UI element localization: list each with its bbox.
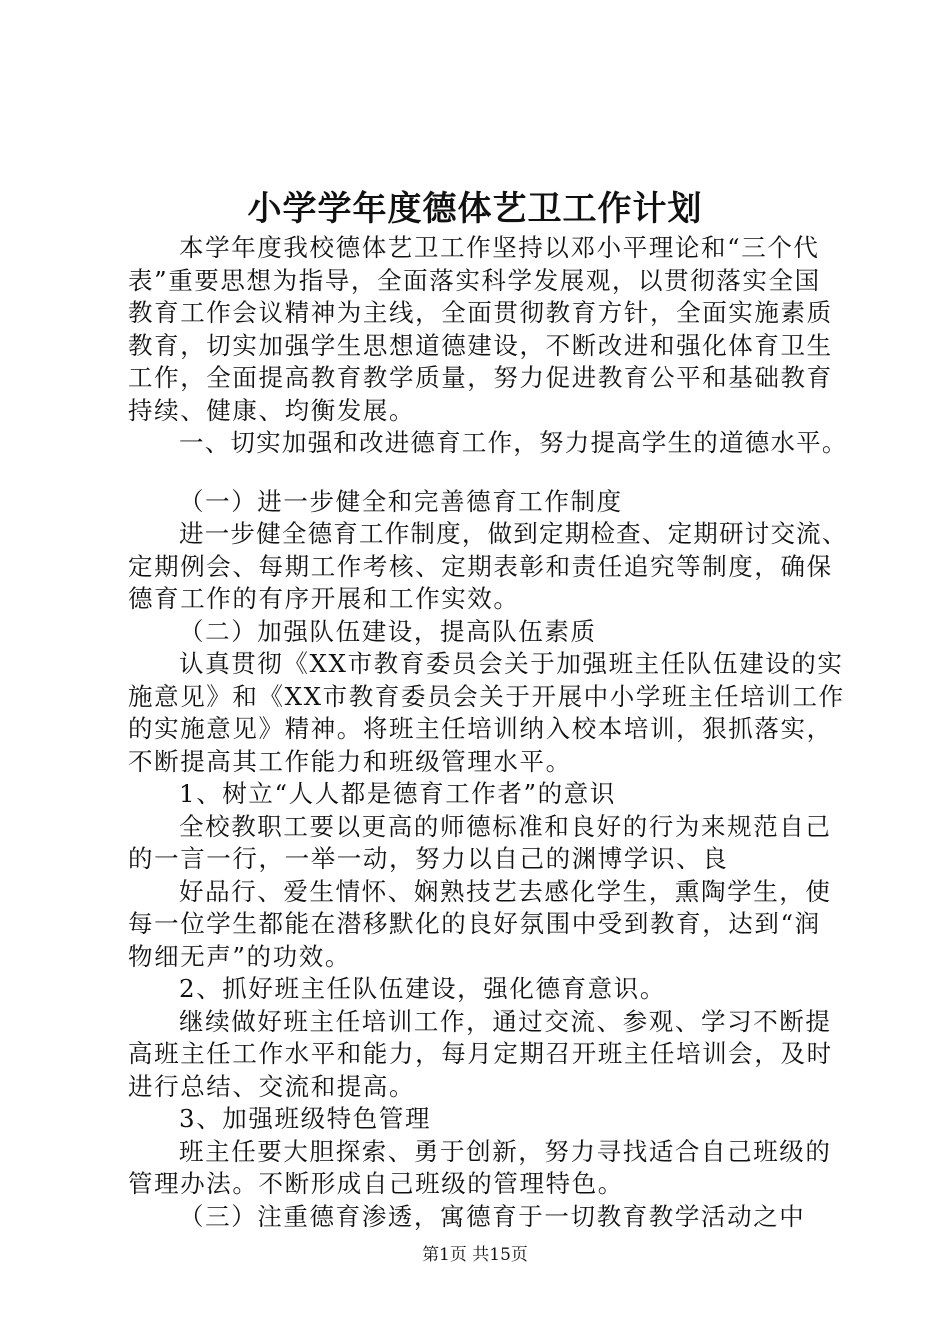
paragraph-line: 全校教职工要以更高的师德标准和良好的行为来规范自己 xyxy=(179,811,832,841)
item-heading: 3、加强班级特色管理 xyxy=(179,1104,432,1133)
item-heading: 2、抓好班主任队伍建设，强化德育意识。 xyxy=(179,974,666,1003)
paragraph-line: 管理办法。不断形成自己班级的管理特色。 xyxy=(128,1169,624,1198)
item-heading: 1、树立“人人都是德育工作者”的意识 xyxy=(179,779,616,808)
subsection-heading: （一）进一步健全和完善德育工作制度 xyxy=(179,486,623,516)
paragraph-line: 持续、健康、均衡发展。 xyxy=(128,395,416,425)
paragraph-line: 本学年度我校德体艺卫工作坚持以邓小平理论和“三个代 xyxy=(179,233,820,262)
paragraph-line: 不断提高其工作能力和班级管理水平。 xyxy=(128,746,572,776)
paragraph-line: 继续做好班主任培训工作，通过交流、参观、学习不断提 xyxy=(179,1006,832,1036)
paragraph-line: 教育工作会议精神为主线，全面贯彻教育方针，全面实施素质 xyxy=(128,298,833,327)
section-heading-1: 一、切实加强和改进德育工作，努力提高学生的道德水平。 xyxy=(179,428,848,457)
paragraph-line: 施意见》和《XX市教育委员会关于开展中小学班主任培训工作 xyxy=(128,681,845,711)
paragraph-line: 德育工作的有序开展和工作实效。 xyxy=(128,584,520,613)
paragraph-line: 定期例会、每期工作考核、定期表彰和责任追究等制度，确保 xyxy=(128,551,833,581)
paragraph-line: 表”重要思想为指导，全面落实科学发展观，以贯彻落实全国 xyxy=(128,265,821,295)
page-footer: 第1页 共15页 xyxy=(422,1245,528,1265)
paragraph-line: 教育，切实加强学生思想道德建设，不断改进和强化体育卫生 xyxy=(128,330,833,360)
blank-gap xyxy=(128,460,848,486)
paragraph-line: 好品行、爱生情怀、娴熟技艺去感化学生，熏陶学生，使 xyxy=(179,876,832,906)
paragraph-line: 高班主任工作水平和能力，每月定期召开班主任培训会，及时 xyxy=(128,1039,833,1068)
document-body xyxy=(128,232,848,1233)
paragraph-line: 物细无声”的功效。 xyxy=(128,941,351,971)
paragraph-line: 进一步健全德育工作制度，做到定期检查、定期研讨交流、 xyxy=(179,519,848,548)
document-title: 小学学年度德体艺卫工作计划 xyxy=(247,189,703,229)
paragraph-line: 进行总结、交流和提高。 xyxy=(128,1071,416,1101)
subsection-heading: （二）加强队伍建设，提高队伍素质 xyxy=(179,616,597,646)
paragraph-line: 班主任要大胆探索、勇于创新，努力寻找适合自己班级的 xyxy=(179,1136,832,1166)
paragraph-line: 每一位学生都能在潜移默化的良好氛围中受到教育，达到“润 xyxy=(128,909,821,938)
paragraph-line: 的实施意见》精神。将班主任培训纳入校本培训，狠抓落实， xyxy=(128,714,833,743)
subsection-heading: （三）注重德育渗透，寓德育于一切教育教学活动之中 xyxy=(179,1201,806,1231)
paragraph-line: 的一言一行，一举一动，努力以自己的渊博学识、良 xyxy=(128,844,729,873)
paragraph-line: 认真贯彻《XX市教育委员会关于加强班主任队伍建设的实 xyxy=(179,649,844,678)
paragraph-line: 工作，全面提高教育教学质量，努力促进教育公平和基础教育 xyxy=(128,363,833,392)
